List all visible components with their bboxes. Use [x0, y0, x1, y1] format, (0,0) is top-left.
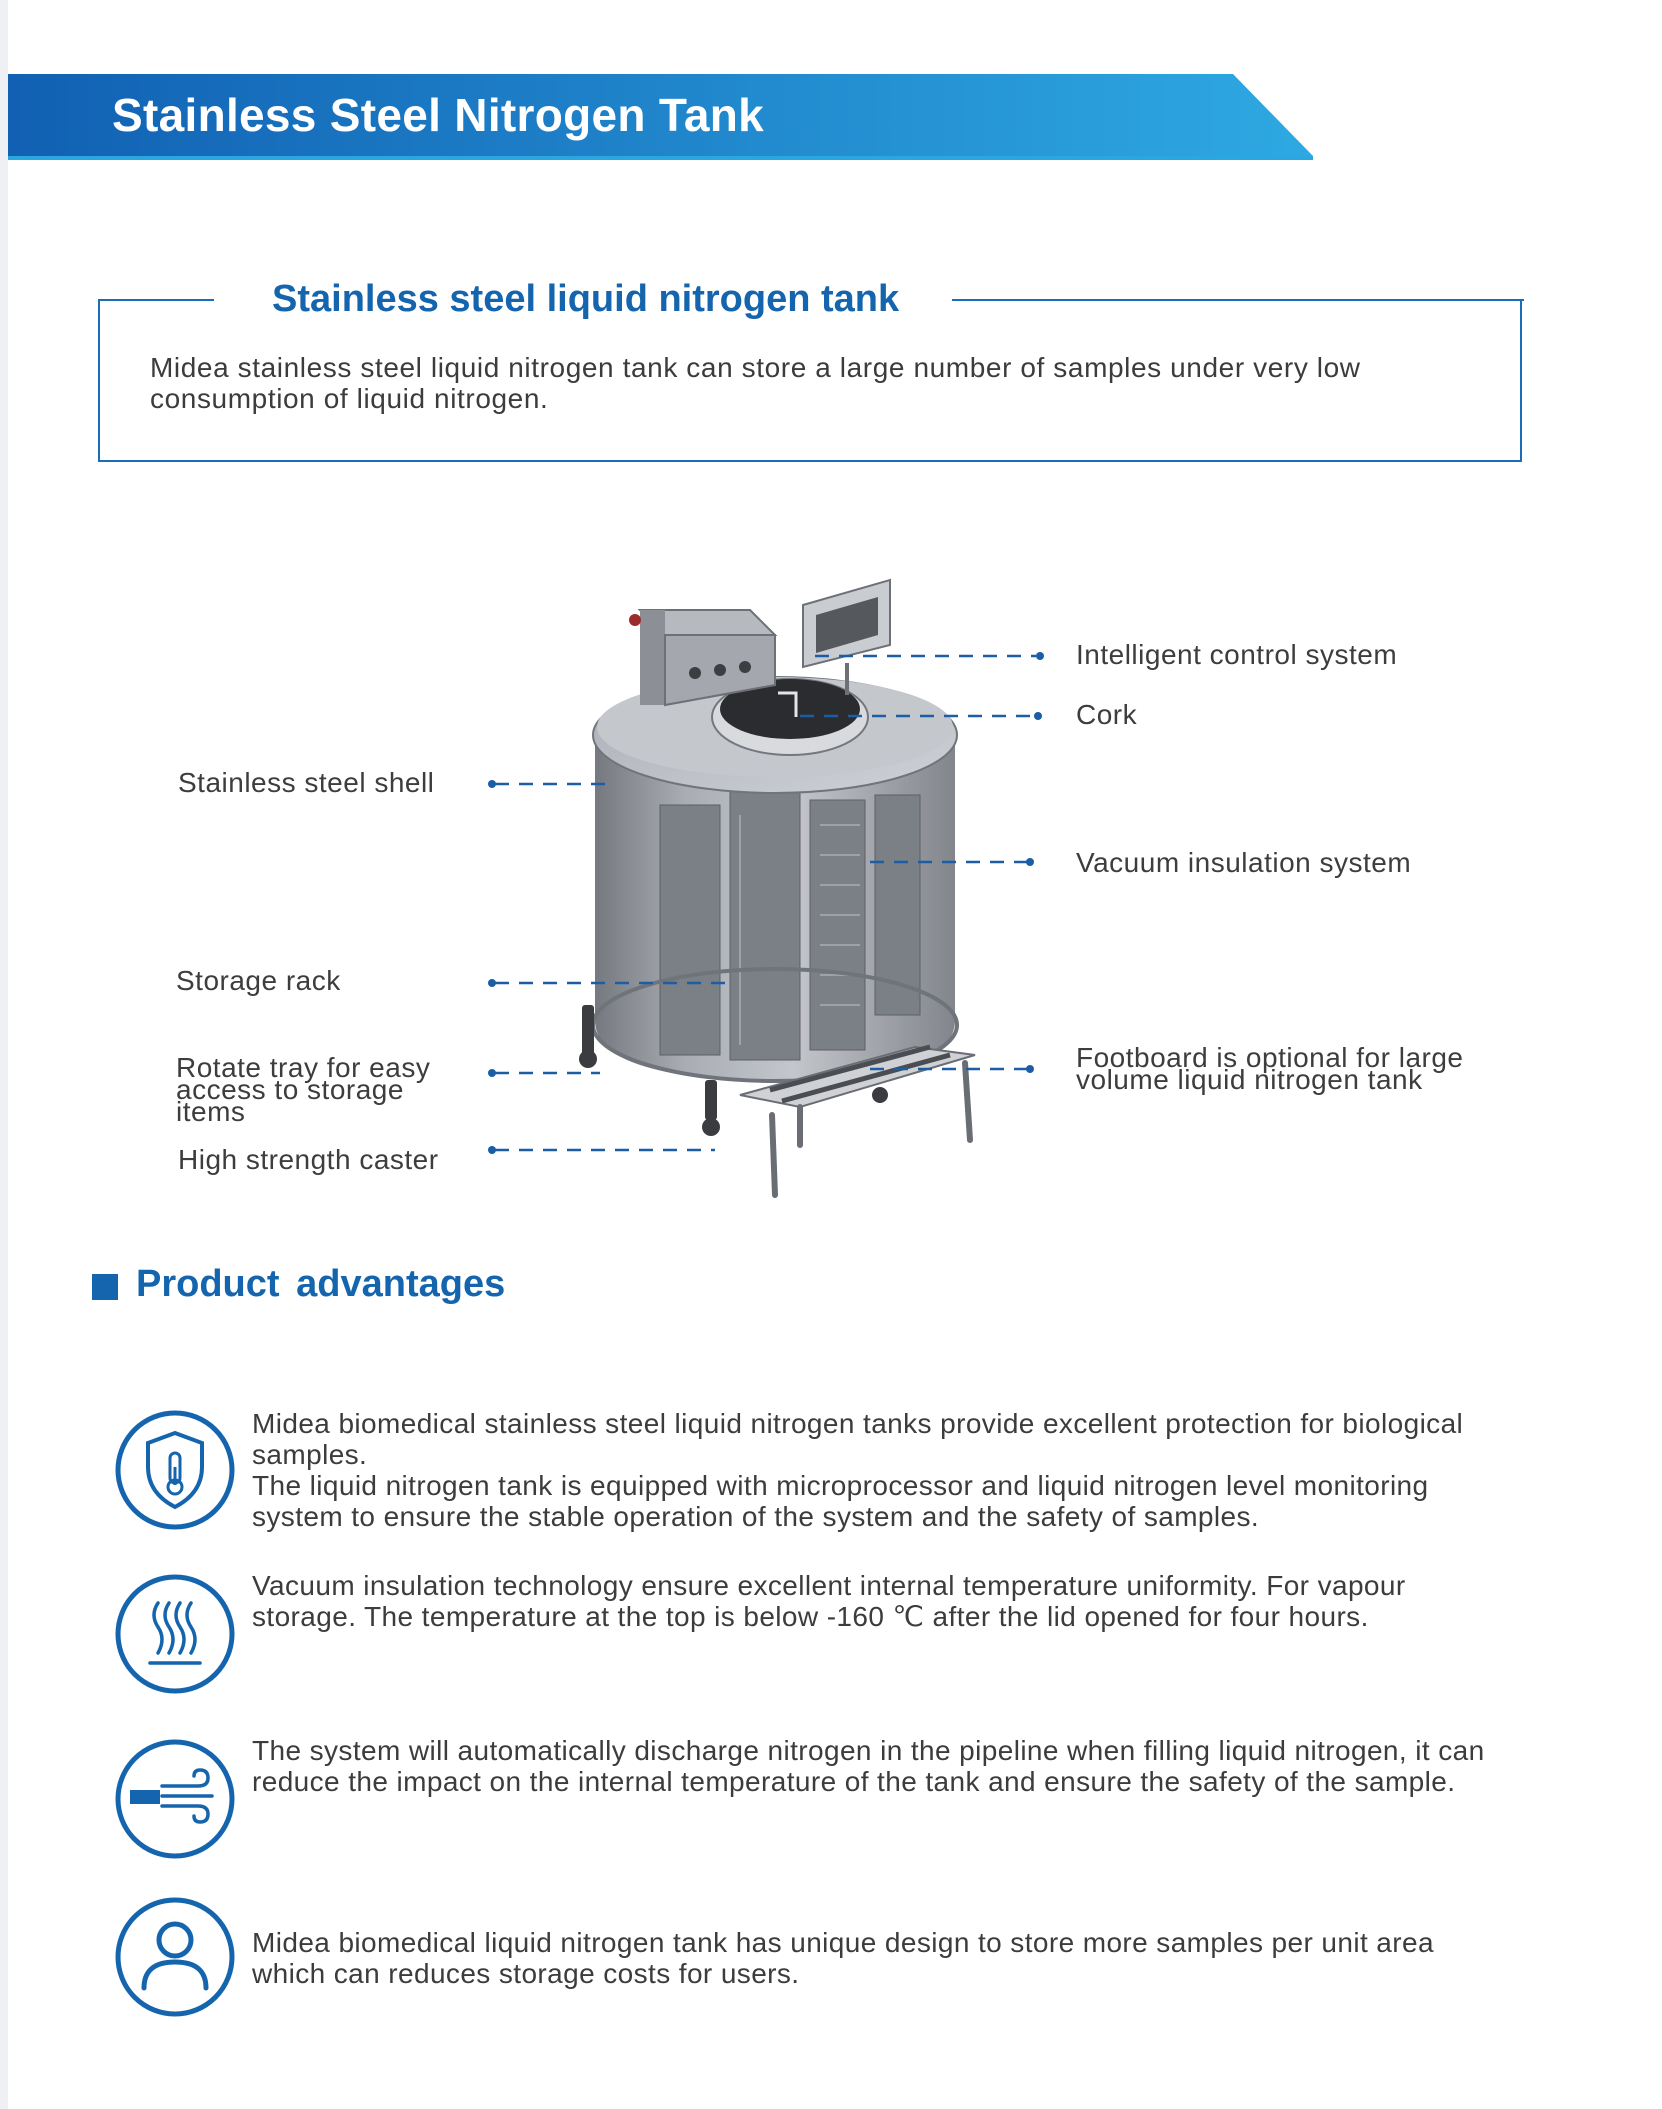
label-rotate-tray: Rotate tray for easy access to storage items — [176, 1052, 431, 1127]
label-stainless-steel-shell: Stainless steel shell — [178, 767, 435, 798]
label-vacuum-insulation-system: Vacuum insulation system — [1076, 847, 1412, 878]
label-footboard: Footboard is optional for large volume liquid nitrogen tank — [1076, 1042, 1464, 1095]
shield-thermometer-icon — [114, 1409, 236, 1531]
label-storage-rack: Storage rack — [176, 965, 341, 996]
user-icon — [114, 1896, 236, 2018]
advantage-text: Midea biomedical stainless steel liquid nitrogen tanks provide excellent protection for biological samples. The liquid nitrogen tank is equipped with microprocessor and liquid nitrogen level monitoring system to ensure the stable operation of the system and the safety of samples. — [252, 1408, 1464, 1532]
intro-text: Midea stainless steel liquid nitrogen tank can store a large number of samples under very low consumption of liquid nitrogen. — [150, 352, 1361, 414]
page-title: Stainless Steel Nitrogen Tank — [112, 89, 765, 141]
intro-title: Stainless steel liquid nitrogen tank — [272, 278, 900, 320]
heat-waves-icon — [114, 1573, 236, 1695]
label-cork: Cork — [1076, 699, 1138, 730]
advantage-text: Vacuum insulation technology ensure excellent internal temperature uniformity. For vapour storage. The temperature at the top is below -160 ℃ after the lid opened for four hours. — [252, 1570, 1406, 1632]
pipe-airflow-icon — [114, 1738, 236, 1860]
advantage-text: The system will automatically discharge nitrogen in the pipeline when filling liquid nitrogen, it can reduce the impact on the internal temperature of the tank and ensure the safety of the sample. — [252, 1735, 1485, 1797]
advantages-title: Product advantages — [136, 1263, 506, 1305]
label-intelligent-control-system: Intelligent control system — [1076, 639, 1398, 670]
section-marker-square — [92, 1274, 118, 1300]
advantage-text: Midea biomedical liquid nitrogen tank has unique design to store more samples per unit area which can reduces storage costs for users. — [252, 1927, 1434, 1989]
label-high-strength-caster: High strength caster — [178, 1144, 439, 1175]
